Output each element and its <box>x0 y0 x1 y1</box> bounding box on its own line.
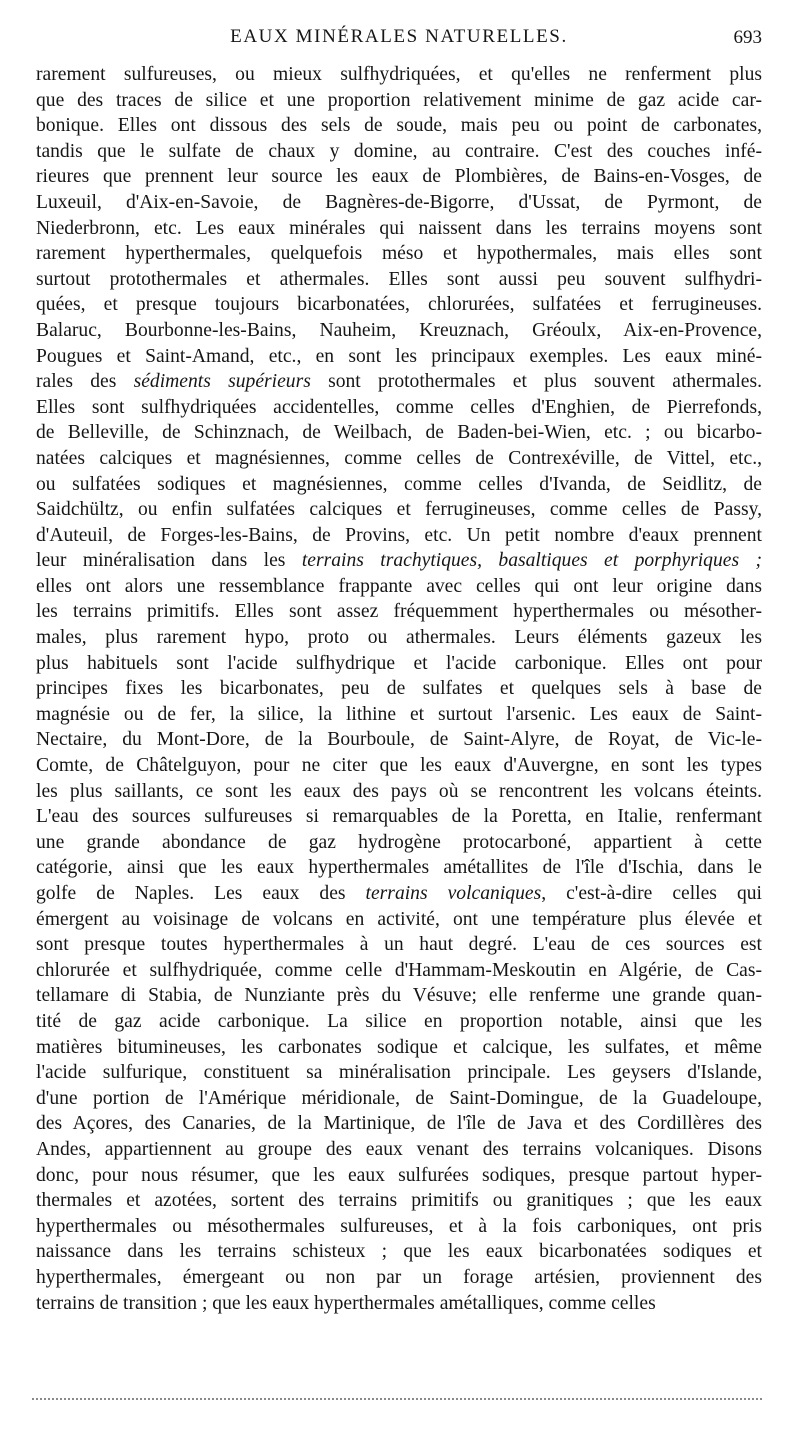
text-line <box>36 574 762 600</box>
line-segment: sont presque toutes hyperthermales à un haut degré. L'eau de ces sources est <box>36 934 762 956</box>
text-line <box>36 779 762 805</box>
text-line <box>36 472 762 498</box>
italic-term: sédiments supérieurs <box>133 371 311 393</box>
line-segment: natées calciques et magnésiennes, comme celles de Contrexéville, de Vittel, etc., <box>36 447 762 469</box>
line-segment: bonique. Elles ont dissous des sels de soude, mais peu ou point de carbonates, <box>36 115 762 137</box>
italic-term: terrains trachytiques, basaltiques et porphyriques ; <box>301 550 762 572</box>
line-segment: , c'est-à-dire celles qui <box>541 883 762 904</box>
line-segment: Comte, de Châtelguyon, pour ne citer que les eaux d'Auvergne, en sont les types <box>36 755 762 777</box>
line-segment: ou sulfatées sodiques et magnésiennes, comme celles d'Ivanda, de Seidlitz, de <box>36 473 762 495</box>
line-segment: tandis que le sulfate de chaux y domine, au contraire. C'est des couches infé- <box>36 140 762 162</box>
text-line <box>36 139 762 165</box>
text-line <box>36 599 762 625</box>
line-segment: que des traces de silice et une proportion relativement minime de gaz acide car- <box>36 89 762 111</box>
text-line <box>36 267 762 293</box>
line-segment: terrains de transition ; que les eaux hyperthermales amétalliques, comme celles <box>36 1292 656 1314</box>
text-line <box>36 190 762 216</box>
line-segment: Balaruc, Bourbonne-les-Bains, Nauheim, Kreuznach, Gréoulx, Aix-en-Provence, <box>36 319 762 341</box>
text-line <box>36 344 762 370</box>
line-segment: catégorie, ainsi que les eaux hyperthermales amétallites de l'île d'Ischia, dans le <box>36 857 762 879</box>
line-segment: Luxeuil, d'Aix-en-Savoie, de Bagnères-de-Bigorre, d'Ussat, de Pyrmont, de <box>36 191 762 213</box>
line-segment: rieures que prennent leur source les eaux de Plombières, de Bains-en-Vosges, de <box>36 166 762 188</box>
line-segment: l'acide sulfurique, constituent sa minéralisation principale. Les geysers d'Islande, <box>36 1062 762 1084</box>
text-line <box>36 164 762 190</box>
text-line <box>36 497 762 523</box>
text-line <box>36 395 762 421</box>
text-line <box>36 420 762 446</box>
text-line <box>36 241 762 267</box>
line-segment: Andes, appartiennent au groupe des eaux venant des terrains volcaniques. Disons <box>36 1138 762 1160</box>
line-segment: magnésie ou de fer, la silice, la lithine et surtout l'arsenic. Les eaux de Saint- <box>36 703 762 725</box>
line-segment: naissance dans les terrains schisteux ; que les eaux bicarbonatées sodiques et <box>36 1241 762 1263</box>
page-header <box>36 26 762 52</box>
text-line <box>36 830 762 856</box>
text-line <box>36 523 762 549</box>
line-segment: thermales et azotées, sortent des terrains primitifs ou granitiques ; que les eaux <box>36 1190 762 1212</box>
text-line <box>36 1137 762 1163</box>
line-segment: d'Auteuil, de Forges-les-Bains, de Provins, etc. Un petit nombre d'eaux prennent <box>36 524 762 546</box>
italic-term: terrains volcaniques <box>365 883 542 904</box>
text-line <box>36 1009 762 1035</box>
text-line <box>36 1035 762 1061</box>
text-line <box>36 881 762 907</box>
line-segment: de Belleville, de Schinznach, de Weilbach, de Baden-bei-Wien, etc. ; ou bicarbo- <box>36 422 762 444</box>
line-segment: Pougues et Saint-Amand, etc., en sont les principaux exemples. Les eaux miné- <box>36 345 762 367</box>
line-segment: une grande abondance de gaz hydrogène protocarboné, appartient à cette <box>36 831 762 853</box>
footer-rule <box>32 1398 762 1400</box>
line-segment: Niederbronn, etc. Les eaux minérales qui naissent dans les terrains moyens sont <box>36 217 762 239</box>
text-line <box>36 1086 762 1112</box>
text-line <box>36 651 762 677</box>
text-line <box>36 625 762 651</box>
text-line <box>36 318 762 344</box>
line-segment: surtout protothermales et athermales. Elles sont aussi peu souvent sulfhydri- <box>36 268 762 290</box>
page-number: 693 <box>733 27 762 48</box>
line-segment: L'eau des sources sulfureuses si remarquables de la Poretta, en Italie, renfermant <box>36 806 762 828</box>
line-segment: les plus saillants, ce sont les eaux des pays où se rencontrent les volcans éteints. <box>36 780 762 802</box>
text-line <box>36 446 762 472</box>
line-segment: des Açores, des Canaries, de la Martinique, de l'île de Java et des Cordillères des <box>36 1113 762 1135</box>
line-segment: les terrains primitifs. Elles sont assez fréquemment hyperthermales ou mésother- <box>36 601 762 623</box>
text-line <box>36 702 762 728</box>
text-line <box>36 1239 762 1265</box>
text-line <box>36 88 762 114</box>
line-segment: d'une portion de l'Amérique méridionale, de Saint-Domingue, de la Guadeloupe, <box>36 1087 762 1109</box>
line-segment: Elles sont sulfhydriquées accidentelles, comme celles d'Enghien, de Pierrefonds, <box>36 396 762 418</box>
line-segment: males, plus rarement hypo, proto ou athermales. Leurs éléments gazeux les <box>36 627 762 649</box>
line-segment: émergent au voisinage de volcans en activité, ont une température plus élevée et <box>36 908 762 930</box>
text-line <box>36 1060 762 1086</box>
line-segment: principes fixes les bicarbonates, peu de sulfates et quelques sels à base de <box>36 678 762 700</box>
text-line <box>36 292 762 318</box>
text-line <box>36 1188 762 1214</box>
line-segment: golfe de Naples. Les eaux des <box>36 883 366 904</box>
line-segment: elles ont alors une ressemblance frappante avec celles qui ont leur origine dans <box>36 575 762 597</box>
line-segment: plus habituels sont l'acide sulfhydrique et l'acide carbonique. Elles ont pour <box>36 652 762 674</box>
line-segment: quées, et presque toujours bicarbonatées, chlorurées, sulfatées et ferrugineuses. <box>36 294 762 316</box>
line-segment: Saidchültz, ou enfin sulfatées calciques et ferrugineuses, comme celles de Passy, <box>36 499 762 521</box>
line-segment: hyperthermales ou mésothermales sulfureuses, et à la fois carboniques, ont pris <box>36 1215 762 1237</box>
text-line <box>36 548 762 574</box>
running-title: EAUX MINÉRALES NATURELLES. <box>230 26 568 47</box>
line-segment: tellamare di Stabia, de Nunziante près du Vésuve; elle renferme une grande quan- <box>36 985 762 1007</box>
text-line <box>36 727 762 753</box>
text-line <box>36 1111 762 1137</box>
text-line <box>36 1291 762 1317</box>
text-line <box>36 804 762 830</box>
text-line <box>36 983 762 1009</box>
line-segment: donc, pour nous résumer, que les eaux sulfurées sodiques, presque partout hyper- <box>36 1164 762 1186</box>
text-line <box>36 676 762 702</box>
line-segment: chlorurée et sulfhydriquée, comme celle d'Hammam-Meskoutin en Algérie, de Cas- <box>36 959 762 981</box>
line-segment: Nectaire, du Mont-Dore, de la Bourboule, de Saint-Alyre, de Royat, de Vic-le- <box>36 729 762 751</box>
text-line <box>36 907 762 933</box>
text-line <box>36 932 762 958</box>
text-line <box>36 753 762 779</box>
text-line <box>36 958 762 984</box>
line-segment: tité de gaz acide carbonique. La silice en proportion notable, ainsi que les <box>36 1010 762 1032</box>
text-line <box>36 1163 762 1189</box>
text-line <box>36 216 762 242</box>
text-line <box>36 369 762 395</box>
text-line <box>36 113 762 139</box>
line-segment: sont protothermales et plus souvent athermales. <box>310 371 762 393</box>
text-line <box>36 855 762 881</box>
line-segment: leur minéralisation dans les <box>36 550 302 572</box>
line-segment: matières bitumineuses, les carbonates sodique et calcique, les sulfates, et même <box>36 1036 762 1058</box>
line-segment: rales des <box>36 371 134 393</box>
text-line <box>36 1214 762 1240</box>
body-text <box>36 62 762 1316</box>
line-segment: hyperthermales, émergeant ou non par un forage artésien, proviennent des <box>36 1266 762 1288</box>
text-line <box>36 62 762 88</box>
line-segment: rarement sulfureuses, ou mieux sulfhydriquées, et qu'elles ne renferment plus <box>36 64 762 85</box>
line-segment: rarement hyperthermales, quelquefois méso et hypothermales, mais elles sont <box>36 243 762 265</box>
text-line <box>36 1265 762 1291</box>
